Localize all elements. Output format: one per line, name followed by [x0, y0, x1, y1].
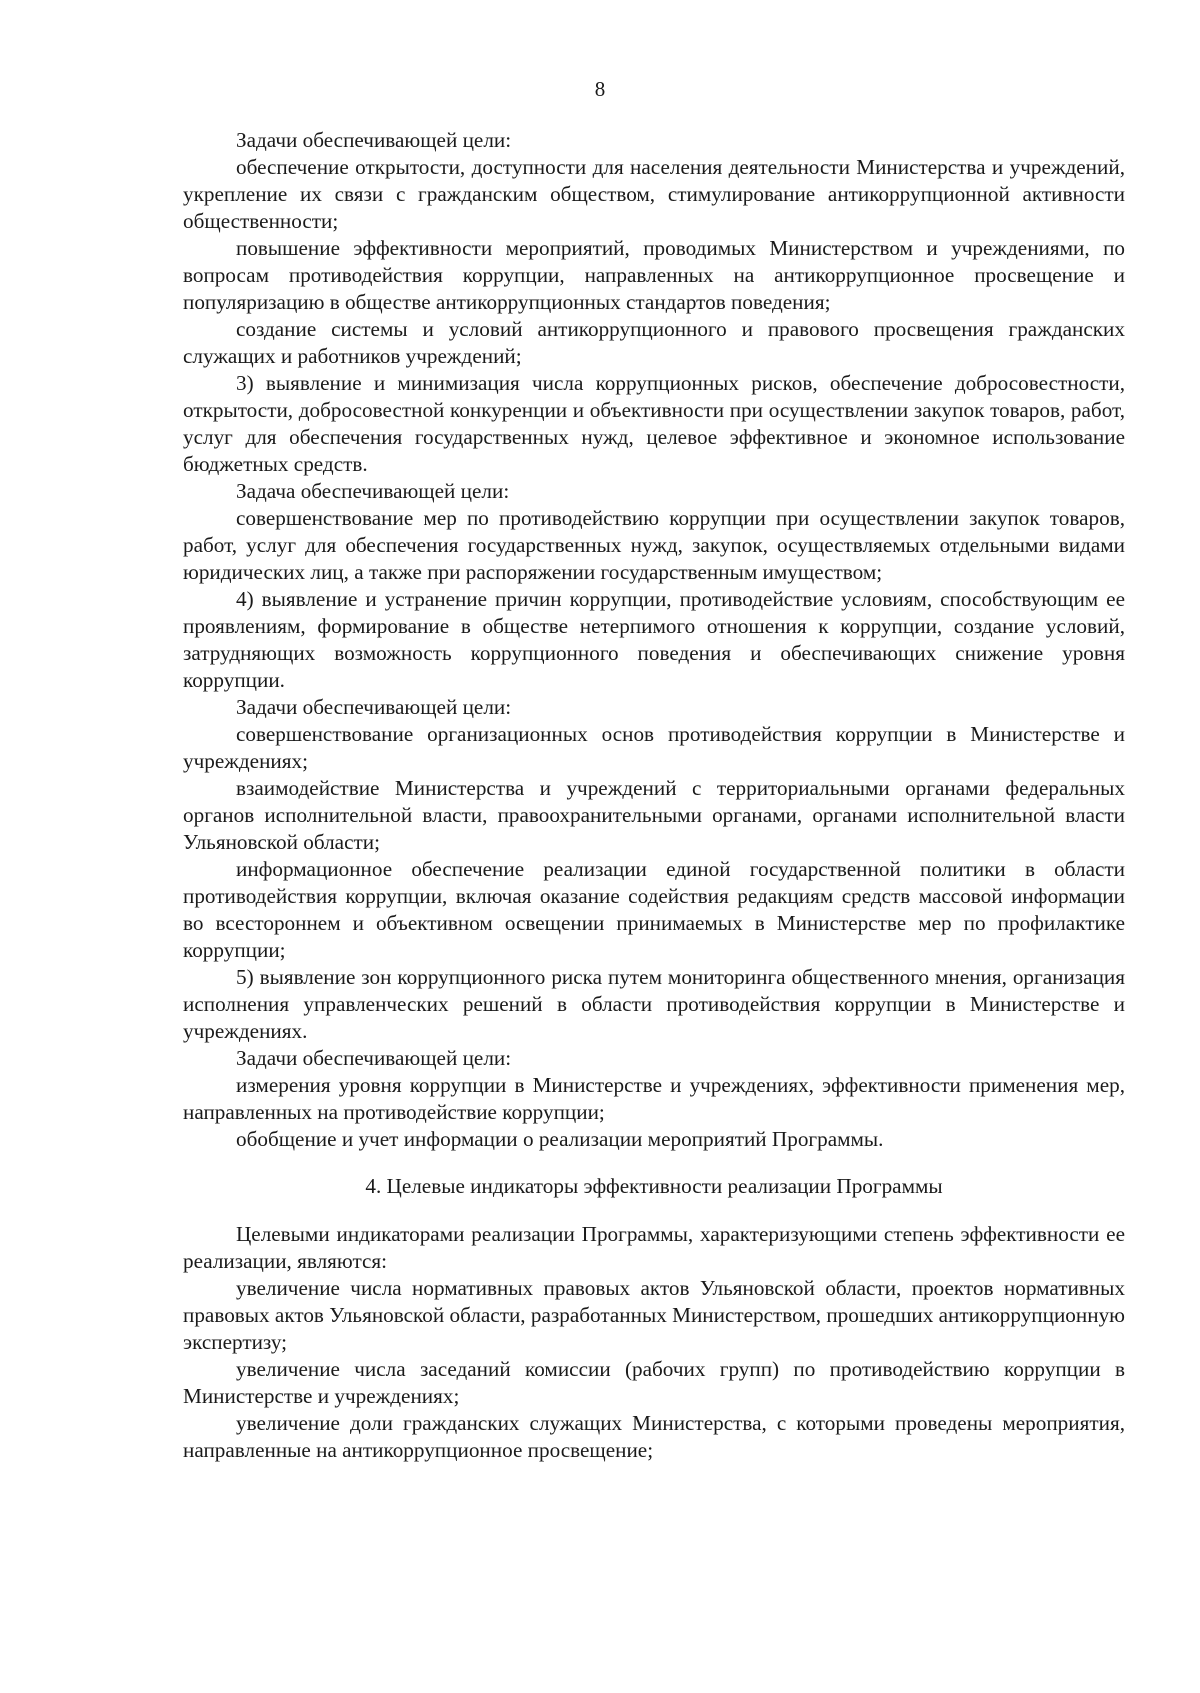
paragraph: 4) выявление и устранение причин коррупции, противодействие условиям, способствующим ее проявлениям, формирование в обществе нетерпимого отношения к коррупции, создание условий, затрудняющих возможность коррупционного поведения и обеспечивающих снижение уровня коррупции. [183, 587, 1125, 692]
section-heading: 4. Целевые индикаторы эффективности реализации Программы [365, 1174, 943, 1198]
paragraph: Задачи обеспечивающей цели: [236, 695, 512, 719]
paragraph: повышение эффективности мероприятий, проводимых Министерством и учреждениями, по вопросам противодействия коррупции, направленных на антикоррупционное просвещение и популяризацию в обществе антикоррупционных стандартов поведения; [183, 236, 1125, 314]
paragraph: измерения уровня коррупции в Министерстве и учреждениях, эффективности применения мер, направленных на противодействие коррупции; [183, 1073, 1125, 1124]
paragraph: увеличение числа заседаний комиссии (рабочих групп) по противодействию коррупции в Министерстве и учреждениях; [183, 1357, 1125, 1408]
paragraph: Целевыми индикаторами реализации Программы, характеризующими степень эффективности ее реализации, являются: [183, 1222, 1125, 1273]
paragraph: 3) выявление и минимизация числа коррупционных рисков, обеспечение добросовестности, открытости, добросовестной конкуренции и объективности при осуществлении закупок товаров, работ, услуг для обеспечения государственных нужд, целевое эффективное и экономное использование бюджетных средств. [183, 371, 1125, 476]
paragraph: Задача обеспечивающей цели: [236, 479, 510, 503]
paragraph: 5) выявление зон коррупционного риска путем мониторинга общественного мнения, организация исполнения управленческих решений в области противодействия коррупции в Министерстве и учреждениях. [183, 965, 1125, 1043]
paragraph: взаимодействие Министерства и учреждений с территориальными органами федеральных органов исполнительной власти, правоохранительными органами, органами исполнительной власти Ульяновской области; [183, 776, 1125, 854]
paragraph: информационное обеспечение реализации единой государственной политики в области противодействия коррупции, включая оказание содействия редакциям средств массовой информации во всестороннем и объективном освещении принимаемых в Министерстве мер по профилактике коррупции; [183, 857, 1125, 962]
paragraph: создание системы и условий антикоррупционного и правового просвещения гражданских служащих и работников учреждений; [183, 317, 1125, 368]
paragraph: обобщение и учет информации о реализации мероприятий Программы. [236, 1127, 884, 1151]
document-body [183, 127, 1125, 1464]
page-number: 8 [594, 77, 606, 101]
paragraph: Задачи обеспечивающей цели: [236, 1046, 512, 1070]
paragraph: обеспечение открытости, доступности для населения деятельности Министерства и учреждений, укрепление их связи с гражданским обществом, стимулирование антикоррупционной активности общественности; [183, 155, 1125, 233]
paragraph: Задачи обеспечивающей цели: [236, 128, 512, 152]
paragraph: увеличение доли гражданских служащих Министерства, с которыми проведены мероприятия, направленные на антикоррупционное просвещение; [183, 1411, 1125, 1462]
paragraph: совершенствование организационных основ противодействия коррупции в Министерстве и учреждениях; [183, 722, 1125, 773]
paragraph: увеличение числа нормативных правовых актов Ульяновской области, проектов нормативных правовых актов Ульяновской области, разработанных Министерством, прошедших антикоррупционную экспертизу; [183, 1276, 1125, 1354]
paragraph: совершенствование мер по противодействию коррупции при осуществлении закупок товаров, работ, услуг для обеспечения государственных нужд, закупок, осуществляемых отдельными видами юридических лиц, а также при распоряжении государственным имуществом; [183, 506, 1125, 584]
